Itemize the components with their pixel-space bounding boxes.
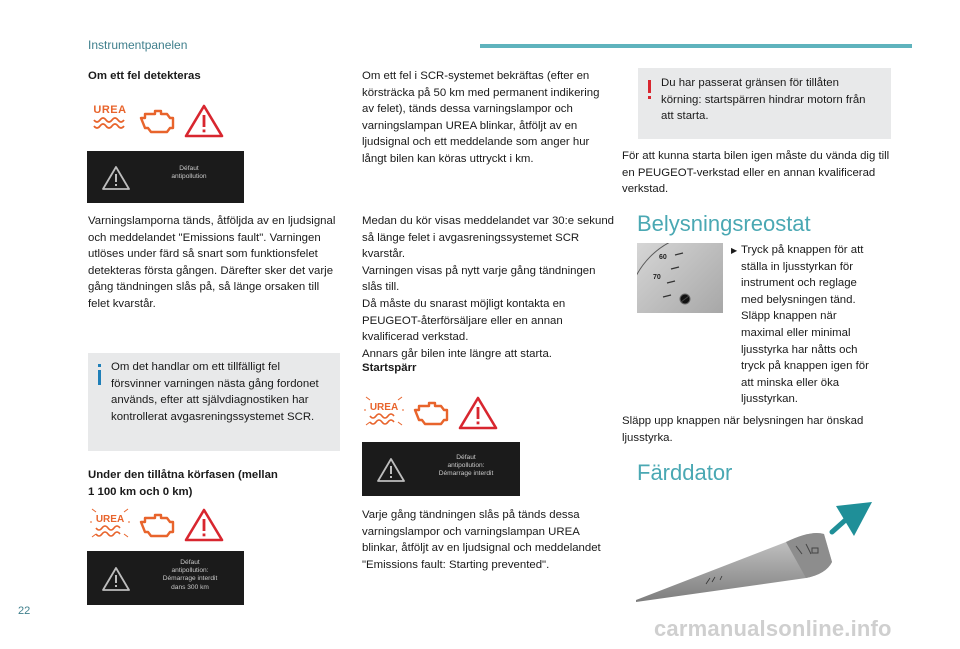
trip-computer-stalk-illustration xyxy=(636,502,886,602)
display-warning-icon xyxy=(101,566,131,592)
warning-note-text: Du har passerat gränsen för tillåten körning: startspärren hindrar motorn från att starta. xyxy=(661,77,866,123)
info-icon-dot xyxy=(98,364,101,367)
heading-permitted-phase: Under den tillåtna körfasen (mellan 1 100 km och 0 km) xyxy=(88,469,278,498)
running-header: Instrumentpanelen xyxy=(88,38,188,52)
display-warning-icon xyxy=(101,165,131,191)
heading-start-inhibit: Startspärr xyxy=(362,362,417,374)
section-title-dimmer: Belysningsreostat xyxy=(637,211,811,236)
display-message: Défaut antipollution xyxy=(171,165,207,181)
bullet-arrow-icon: ▶ xyxy=(731,246,738,255)
urea-warning-icon: UREA xyxy=(90,104,130,140)
alert-triangle-icon xyxy=(458,396,498,430)
heading-fault-detected: Om ett fel detekteras xyxy=(88,70,201,82)
warning-lamps-group-1 xyxy=(90,104,230,144)
urea-warning-icon-blinking xyxy=(90,508,130,544)
watermark-logo: carmanualsonline.info xyxy=(654,616,892,641)
gauge-label-70: 70 xyxy=(653,274,661,281)
section-title-trip-computer: Färddator xyxy=(637,460,733,485)
info-note-text: Om det handlar om ett tillfälligt fel försvinner varningen nästa gång fordonet används, efter att självdiagnostiken har kontrollerat avgasreningssystemet SCR. xyxy=(111,361,319,423)
warning-lamps-group-3 xyxy=(364,394,504,434)
engine-warning-icon xyxy=(138,108,176,136)
engine-warning-icon xyxy=(138,512,176,540)
paragraph-fault-description: Varningslamporna tänds, åtföljda av en ljudsignal och meddelandet "Emissions fault". Varningen utlöses under färd så snart som funktionsfelet detekteras första gången. Därefter sker det varje gång tändningen slås på, så länge orsaken till felet kvarstår. xyxy=(88,215,336,310)
paragraph-starting-prevented: Varje gång tändningen slås på tänds dessa varningslampor och varningslampan UREA blinkar, åtföljt av en ljudsignal och meddelandet "Emissions fault: Starting prevented". xyxy=(362,509,601,571)
header-accent-bar xyxy=(480,44,912,48)
info-note xyxy=(88,353,340,451)
gauge-label-60: 60 xyxy=(659,254,667,261)
exclamation-icon-dot xyxy=(648,96,651,99)
paragraph-restart: För att kunna starta bilen igen måste du vända dig till en PEUGEOT-verkstad eller en annan kvalificerad verkstad. xyxy=(622,150,890,196)
svg-text:UREA: UREA xyxy=(95,514,125,525)
urea-warning-icon-blinking xyxy=(364,396,404,432)
paragraph-release-button: Släpp upp knappen när belysningen har önskad ljusstyrka. xyxy=(622,415,864,444)
display-message: Défaut antipollution: Démarrage interdit xyxy=(438,454,494,478)
instrument-display-1 xyxy=(87,151,244,203)
instrument-display-2 xyxy=(87,551,244,605)
warning-note xyxy=(638,68,891,139)
info-icon xyxy=(98,370,101,385)
dimmer-gauge-illustration xyxy=(637,243,723,313)
engine-warning-icon xyxy=(412,400,450,428)
paragraph-scr-fault: Om ett fel i SCR-systemet bekräftas (efter en körsträcka på 50 km med permanent indikering av felet), tänds dessa varningslampor och varningslampan UREA blinkar, åtföljt av en ljudsignal och ett meddelande som anger hur långt bilen kan köras uttryckt i km. xyxy=(362,70,600,165)
bullet-dimmer-instruction: Tryck på knappen för att ställa in ljusstyrkan för instrument och reglage med belysningen tänd. Släpp knappen när maximal eller minimal ljusstyrka har nåtts och tryck på knappen igen för att minska eller öka ljusstyrkan. xyxy=(741,244,869,406)
alert-triangle-icon xyxy=(184,508,224,542)
alert-triangle-icon xyxy=(184,104,224,138)
exclamation-icon xyxy=(648,80,651,93)
display-warning-icon xyxy=(376,457,406,483)
svg-text:UREA: UREA xyxy=(369,402,399,413)
page-number: 22 xyxy=(18,605,31,617)
instrument-display-3 xyxy=(362,442,520,496)
warning-lamps-group-2 xyxy=(90,506,230,546)
display-message: Défaut antipollution: Démarrage interdit dans 300 km xyxy=(162,559,218,591)
paragraph-driving-message: Medan du kör visas meddelandet var 30:e sekund så länge felet i avgasreningssystemet SCR kvarstår. Varningen visas på nytt varje gång tändningen slås till. Då måste du snarast möjligt kontakta en PEUGEOT-återförsäljare eller en annan kvalificerad verkstad. Annars går bilen inte längre att starta. xyxy=(362,215,615,360)
